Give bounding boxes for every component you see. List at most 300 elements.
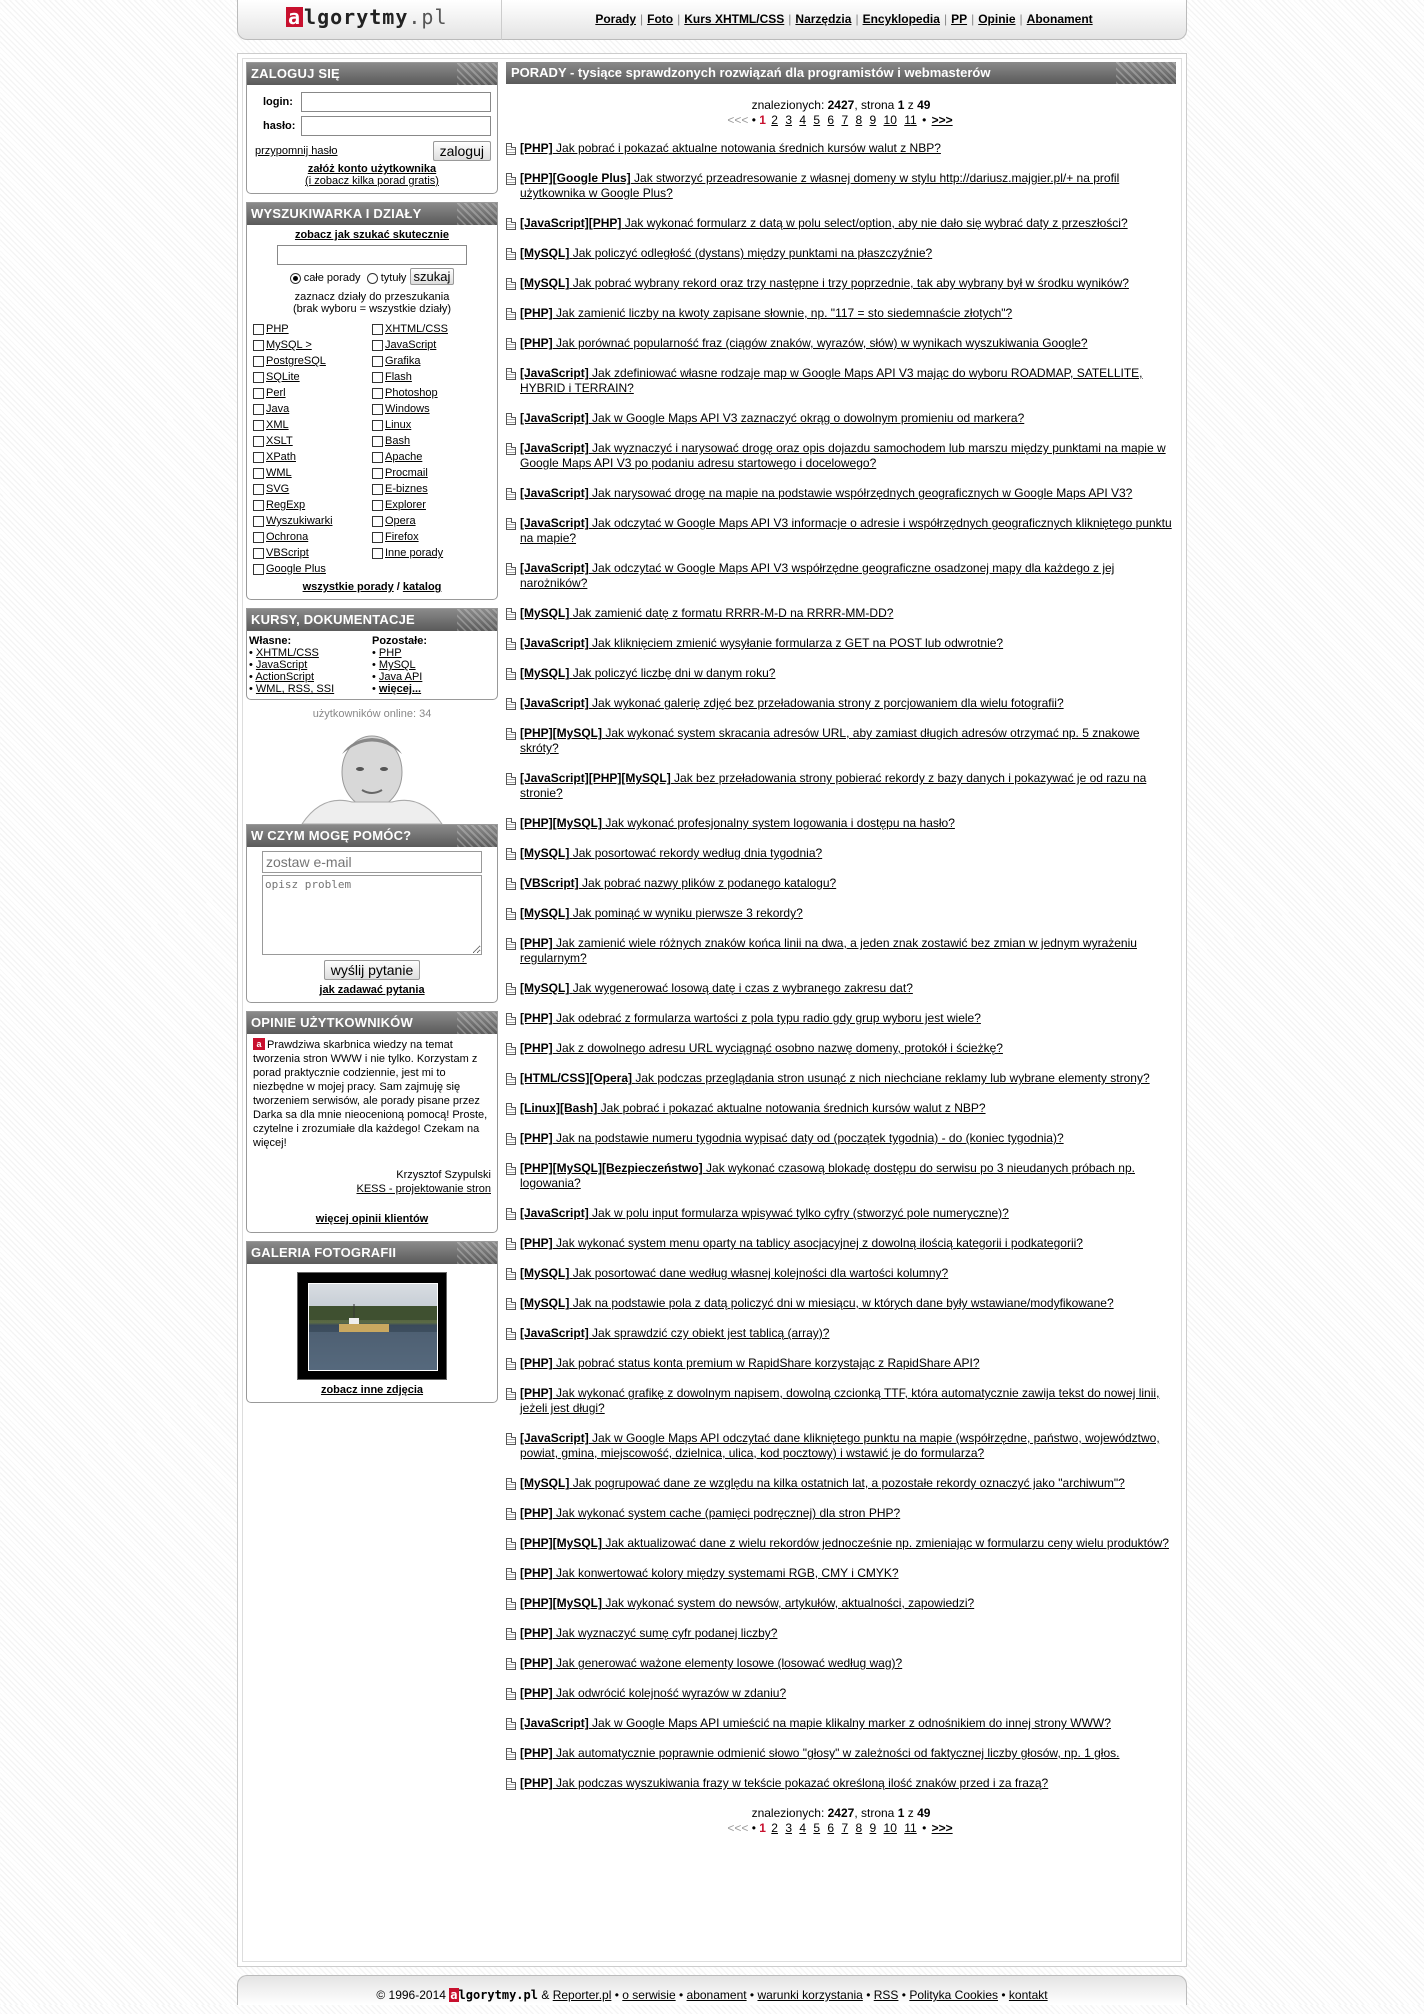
page-link-3[interactable]: 3 [785,113,793,127]
copyright: © 1996-2014 [376,1988,446,2002]
document-icon [506,668,516,680]
page-link-2[interactable]: 2 [771,1821,778,1835]
gallery-photo[interactable] [297,1272,447,1380]
tip-link[interactable] [506,171,1176,201]
category-checkbox[interactable] [253,516,264,527]
radio-all[interactable] [290,273,301,284]
send-question-button[interactable]: wyślij pytanie [324,960,420,980]
tip-title: Jak wykonać system menu oparty na tablicy asocjacyjnej z dowolną ilością kategorii i podkategorii? [556,1236,1083,1250]
tip-link[interactable] [506,726,1176,756]
nav-separator: | [677,12,681,26]
tip-link[interactable] [506,696,1176,711]
document-icon [506,563,516,575]
category-link-flash[interactable]: Flash [385,371,412,383]
category-link-wyszukiwarki[interactable]: Wyszukiwarki [266,515,333,527]
page-link-8[interactable]: 8 [855,1821,863,1835]
tip-tag: [MySQL] [520,906,570,920]
tip-tag: [JavaScript][PHP][MySQL] [520,771,671,785]
tip-tag: [PHP][MySQL][Bezpieczeństwo] [520,1161,703,1175]
category-checkbox[interactable] [372,500,383,511]
all-tips-link[interactable]: wszystkie porady [302,581,394,593]
category-link-javascript[interactable]: JavaScript [385,339,437,351]
opinion-company-link[interactable]: KESS - projektowanie stron [356,1183,491,1195]
footer-link-polityka-cookies[interactable]: Polityka Cookies [909,1988,999,2002]
category-item [253,547,372,559]
category-checkbox[interactable] [372,324,383,335]
site-logo[interactable]: a lgorytmy.pl [288,5,448,29]
category-checkbox[interactable] [253,564,264,575]
category-checkbox[interactable] [372,404,383,415]
nav-link-narze-dzia[interactable]: Narzędzia [795,12,852,26]
total-pages: 49 [917,1806,931,1820]
tip-link[interactable] [506,141,1176,156]
category-item [253,563,372,575]
nav-separator: | [855,12,859,26]
document-icon [506,983,516,995]
nav-link-kurs-xhtml-css[interactable]: Kurs XHTML/CSS [684,12,785,26]
page-link-10[interactable]: 10 [883,113,897,127]
footer [237,1975,1187,2005]
document-icon [506,1208,516,1220]
category-checkbox[interactable] [253,484,264,495]
left-sidebar [246,62,498,1411]
category-link-sqlite[interactable]: SQLite [266,371,300,383]
page-label: , strona [854,98,895,112]
more-opinions-link[interactable]: więcej opinii klientów [315,1213,429,1225]
category-link-explorer[interactable]: Explorer [385,499,426,511]
tip-link[interactable] [506,1776,1176,1791]
category-item [372,531,491,543]
page-link-3[interactable]: 3 [785,1821,793,1835]
tip-title: Jak pobrać i pokazać aktualne notowania średnich kursów walut z NBP? [556,141,941,155]
document-icon [506,698,516,710]
tip-link[interactable] [506,846,1176,861]
tip-link[interactable] [506,306,1176,321]
tip-title: Jak pominąć w wyniku pierwsze 3 rekordy? [572,906,803,920]
remind-password-link[interactable]: przypomnij hasło [255,145,338,157]
document-icon [506,338,516,350]
tip-title: Jak odwrócić kolejność wyrazów w zdaniu? [556,1686,787,1700]
category-link-java[interactable]: Java [266,403,290,415]
tip-link[interactable] [506,276,1176,291]
results-count [506,98,1176,113]
document-icon [506,518,516,530]
tip-tag: [PHP] [520,1746,553,1760]
opinion-author: Krzysztof Szypulski [396,1169,491,1181]
tip-link[interactable] [506,876,1176,891]
footer-link-rss[interactable]: RSS [873,1988,899,2002]
login-box-title: ZALOGUJ SIĘ [247,63,497,85]
course-link-javascript[interactable]: JavaScript [255,659,308,671]
footer-link-warunki-korzystania[interactable]: warunki korzystania [757,1988,863,2002]
tip-link[interactable] [506,1131,1176,1146]
tip-title: Jak wykonać grafikę z dowolnym napisem, dowolną czcionką TTF, która automatycznie zawija tekst do nowej linii, jeżeli jest długi? [520,1386,1160,1415]
page-link-current: 1 [759,113,766,127]
tip-title: Jak generować ważone elementy losowe (losować według wag)? [556,1656,903,1670]
email-field[interactable] [262,851,482,873]
tip-link[interactable] [506,936,1176,966]
page-link-10[interactable]: 10 [883,1821,897,1835]
tip-title: Jak odczytać w Google Maps API V3 informacje o adresie i współrzędnych geograficznych klikniętego punktu na mapie? [520,516,1172,545]
tip-link[interactable] [506,1236,1176,1251]
category-item [372,483,491,495]
opinions-box-title: OPINIE UŻYTKOWNIKÓW [247,1012,497,1034]
tip-title: Jak wykonać formularz z datą w polu select/option, aby nie dało się wybrać daty z przeszłości? [624,216,1128,230]
course-link-wie-cej[interactable]: więcej... [378,683,422,695]
document-icon [506,1688,516,1700]
tip-link[interactable] [506,1656,1176,1671]
course-item: • więcej... [372,683,422,695]
document-icon [506,1268,516,1280]
page-link-6[interactable]: 6 [827,1821,835,1835]
page-link-11[interactable]: 11 [904,113,917,127]
document-icon [506,1388,516,1400]
footer-logo[interactable]: algorytmy.pl [450,1988,538,2002]
tip-title: Jak pobrać status konta premium w RapidShare korzystając z RapidShare API? [556,1356,980,1370]
category-checkbox[interactable] [253,420,264,431]
tip-tag: [MySQL] [520,246,570,260]
category-link-apache[interactable]: Apache [385,451,423,463]
tip-tag: [MySQL] [520,276,570,290]
page-link-9[interactable]: 9 [869,113,877,127]
category-checkbox[interactable] [253,468,264,479]
tip-tag: [JavaScript] [520,441,589,455]
tip-link[interactable] [506,1596,1176,1611]
bullet: • [1001,1988,1006,2002]
course-link-actionscript[interactable]: ActionScript [255,671,315,683]
tip-link[interactable] [506,1506,1176,1521]
tip-title: Jak zamienić datę z formatu RRRR-M-D na RRRR-MM-DD? [572,606,894,620]
category-checkbox[interactable] [372,452,383,463]
tip-tag: [PHP] [520,1626,553,1640]
category-checkbox[interactable] [372,340,383,351]
tip-link[interactable] [506,1716,1176,1731]
category-checkbox[interactable] [253,500,264,511]
footer-link-o-serwisie[interactable]: o serwisie [622,1988,676,2002]
tip-link[interactable] [506,1101,1176,1116]
category-checkbox[interactable] [372,468,383,479]
category-link-php[interactable]: PHP [266,323,289,335]
tip-link[interactable] [506,411,1176,426]
tip-tag: [PHP][MySQL] [520,1596,602,1610]
bullet: • [751,1821,756,1835]
tip-link[interactable] [506,1686,1176,1701]
tip-link[interactable] [506,1746,1176,1761]
course-item: • XHTML/CSS [249,647,319,659]
tip-link[interactable] [506,366,1176,396]
course-item: • JavaScript [249,659,308,671]
tip-tag: [PHP][MySQL] [520,726,602,740]
header [237,0,1187,40]
category-item [253,483,372,495]
prev-page: <<< [727,113,749,127]
category-link-wml[interactable]: WML [266,467,292,479]
gallery-box [246,1241,498,1403]
category-link-postgresql[interactable]: PostgreSQL [266,355,326,367]
category-link-regexp[interactable]: RegExp [266,499,306,511]
tip-title: Jak podczas przeglądania stron usunąć z nich niechciane reklamy lub wybrane elementy strony? [635,1071,1150,1085]
tip-link[interactable] [506,1476,1176,1491]
page-link-9[interactable]: 9 [869,1821,877,1835]
tip-link[interactable] [506,981,1176,996]
nav-link-pp[interactable]: PP [951,12,968,26]
tip-title: Jak bez przeładowania strony pobierać rekordy z bazy danych i pokazywać je od razu na stronie? [520,771,1147,800]
tip-link[interactable] [506,1041,1176,1056]
page-link-4[interactable]: 4 [799,1821,807,1835]
category-checkbox[interactable] [253,340,264,351]
gallery-box-title: GALERIA FOTOGRAFII [247,1242,497,1264]
category-link-procmail[interactable]: Procmail [385,467,428,479]
category-link-grafika[interactable]: Grafika [385,355,421,367]
document-icon [506,1538,516,1550]
tip-tag: [PHP] [520,1656,553,1670]
document-icon [506,1298,516,1310]
page-link-4[interactable]: 4 [799,113,807,127]
total-pages: 49 [917,98,931,112]
document-icon [506,173,516,185]
document-icon [506,368,516,380]
found-count: 2427 [827,98,855,112]
tip-link[interactable] [506,1071,1176,1086]
category-checkbox[interactable] [372,436,383,447]
page-link-11[interactable]: 11 [904,1821,917,1835]
radio-titles[interactable] [367,273,378,284]
tip-tag: [PHP] [520,1011,553,1025]
opinions-box [246,1011,498,1233]
category-link-inne-porady[interactable]: Inne porady [385,547,444,559]
tip-link[interactable] [506,636,1176,651]
category-checkbox[interactable] [253,532,264,543]
tip-link[interactable] [506,816,1176,831]
category-link-svg[interactable]: SVG [266,483,290,495]
tip-title: Jak pogrupować dane ze względu na kilka ostatnich lat, a pozostałe rekordy oznaczyć jako "archiwum"? [572,1476,1125,1490]
tip-tag: [HTML/CSS][Opera] [520,1071,632,1085]
tip-link[interactable] [506,666,1176,681]
tip-link[interactable] [506,606,1176,621]
nav-link-porady[interactable]: Porady [595,12,637,26]
tip-tag: [VBScript] [520,876,579,890]
category-link-opera[interactable]: Opera [385,515,416,527]
tip-title: Jak wykonać profesjonalny system logowania i dostępu na hasło? [605,816,955,830]
tip-tag: [JavaScript] [520,1716,589,1730]
page-link-7[interactable]: 7 [841,113,849,127]
category-link-e-biznes[interactable]: E-biznes [385,483,428,495]
search-input[interactable] [277,245,467,265]
nav-link-encyklopedia[interactable]: Encyklopedia [862,12,940,26]
course-link-mysql[interactable]: MySQL [378,659,416,671]
tip-link[interactable] [506,1206,1176,1221]
help-box [246,824,498,1003]
category-item [253,387,372,399]
tip-link[interactable] [506,1626,1176,1641]
tip-link[interactable] [506,516,1176,546]
document-icon [506,908,516,920]
category-checkbox[interactable] [253,372,264,383]
category-item [253,419,372,431]
category-checkbox[interactable] [372,548,383,559]
nav-link-foto[interactable]: Foto [647,12,674,26]
page-link-5[interactable]: 5 [813,113,821,127]
author-photo [292,724,452,824]
next-page[interactable]: >>> [931,1821,953,1835]
main-title: PORADY - tysiące sprawdzonych rozwiązań dla programistów i webmasterów [506,62,1176,84]
category-link-linux[interactable]: Linux [385,419,412,431]
tip-tag: [MySQL] [520,606,570,620]
tip-title: Jak odczytać w Google Maps API V3 współrzędne geograficzne osadzonej mapy dla każdego z jej narożników? [520,561,1115,590]
nav-link-abonament[interactable]: Abonament [1026,12,1093,26]
category-item [253,323,372,335]
login-input[interactable] [301,92,491,112]
password-input[interactable] [301,116,491,136]
search-hint: zaznacz działy do przeszukania [294,291,450,303]
tip-title: Jak policzyć liczbę dni w danym roku? [572,666,776,680]
tip-link[interactable] [506,246,1176,261]
tip-link[interactable] [506,1431,1176,1461]
tip-tag: [PHP][Google Plus] [520,171,631,185]
tip-link[interactable] [506,561,1176,591]
category-item [372,355,491,367]
tip-tag: [JavaScript][PHP] [520,216,622,230]
create-account-link[interactable]: załóż konto użytkownika [307,163,437,175]
page-link-8[interactable]: 8 [855,113,863,127]
courses-box-title: KURSY, DOKUMENTACJE [247,609,497,631]
category-link-xpath[interactable]: XPath [266,451,296,463]
course-link-php[interactable]: PHP [378,647,402,659]
course-link-xhtml-css[interactable]: XHTML/CSS [255,647,319,659]
tip-link[interactable] [506,441,1176,471]
footer-link-kontakt[interactable]: kontakt [1008,1988,1048,2002]
category-checkbox[interactable] [253,356,264,367]
tip-title: Jak wykonać system do newsów, artykułów, aktualności, zapowiedzi? [605,1596,975,1610]
category-checkbox[interactable] [372,388,383,399]
tip-link[interactable] [506,1296,1176,1311]
category-checkbox[interactable] [253,388,264,399]
tip-link[interactable] [506,771,1176,801]
search-button[interactable]: szukaj [410,268,455,285]
tip-title: Jak pobrać nazwy plików z podanego katalogu? [582,876,837,890]
tip-link[interactable] [506,1011,1176,1026]
tip-link[interactable] [506,216,1176,231]
tip-title: Jak posortować dane według własnej kolejności dla wartości kolumny? [572,1266,949,1280]
next-page[interactable]: >>> [931,113,953,127]
bullet: • [866,1988,871,2002]
nav-separator: | [971,12,975,26]
document-icon [506,728,516,740]
document-icon [506,1433,516,1445]
category-link-xml[interactable]: XML [266,419,289,431]
category-checkbox[interactable] [372,420,383,431]
document-icon [506,1628,516,1640]
tip-title: Jak odebrać z formularza wartości z pola typu radio gdy grup wyboru jest wiele? [556,1011,981,1025]
category-checkbox[interactable] [253,436,264,447]
pager-bottom [506,1806,1176,1836]
problem-textarea[interactable] [262,875,482,955]
category-checkbox[interactable] [253,548,264,559]
tip-title: Jak zamienić liczby na kwoty zapisane słownie, np. "117 = sto siedemnaście złotych"? [556,306,1013,320]
category-item [253,531,372,543]
category-checkbox[interactable] [372,532,383,543]
tip-link[interactable] [506,906,1176,921]
of-label: z [907,98,914,112]
tip-link[interactable] [506,1326,1176,1341]
category-link-perl[interactable]: Perl [266,387,286,399]
tip-tag: [Linux][Bash] [520,1101,598,1115]
category-link-xslt[interactable]: XSLT [266,435,293,447]
results-count [506,1806,1176,1821]
category-link-windows[interactable]: Windows [385,403,430,415]
category-checkbox[interactable] [253,324,264,335]
document-icon [506,1358,516,1370]
bullet: • [614,1988,619,2002]
tip-tag: [PHP] [520,1131,553,1145]
nav-link-opinie[interactable]: Opinie [978,12,1016,26]
category-link-firefox[interactable]: Firefox [385,531,419,543]
tip-link[interactable] [506,1266,1176,1281]
page-link-7[interactable]: 7 [841,1821,849,1835]
category-link-photoshop[interactable]: Photoshop [385,387,438,399]
tip-tag: [PHP][MySQL] [520,816,602,830]
document-icon [506,413,516,425]
category-link-mysql[interactable]: MySQL > [266,339,312,351]
reporter-link[interactable]: Reporter.pl [552,1988,612,2002]
category-checkbox[interactable] [372,516,383,527]
tip-link[interactable] [506,1566,1176,1581]
page-link-2[interactable]: 2 [771,113,778,127]
tip-tag: [PHP] [520,1236,553,1250]
tip-tag: [PHP][MySQL] [520,1536,602,1550]
category-checkbox[interactable] [253,452,264,463]
catalog-link[interactable]: katalog [402,581,442,593]
category-checkbox[interactable] [253,404,264,415]
category-link-xhtml-css[interactable]: XHTML/CSS [385,323,448,335]
tip-link[interactable] [506,1386,1176,1416]
category-checkbox[interactable] [372,356,383,367]
tip-title: Jak pobrać i pokazać aktualne notowania średnich kursów walut z NBP? [600,1101,986,1115]
radio-all-label: całe porady [303,272,361,284]
tip-tag: [PHP] [520,1686,553,1700]
category-link-vbscript[interactable]: VBScript [266,547,309,559]
course-link-java-api[interactable]: Java API [378,671,423,683]
tip-link[interactable] [506,1161,1176,1191]
page-link-6[interactable]: 6 [827,113,835,127]
category-link-google-plus[interactable]: Google Plus [266,563,326,575]
nav-separator: | [943,12,948,26]
create-account-sub-link[interactable]: (i zobacz kilka porad gratis) [305,175,439,187]
category-link-ochrona[interactable]: Ochrona [266,531,309,543]
tip-link[interactable] [506,336,1176,351]
tip-link[interactable] [506,486,1176,501]
document-icon [506,1508,516,1520]
footer-link-abonament[interactable]: abonament [686,1988,747,2002]
course-link-wml-rss-ssi[interactable]: WML, RSS, SSI [255,683,335,695]
category-checkbox[interactable] [372,484,383,495]
document-icon [506,488,516,500]
category-item [372,499,491,511]
course-item: • Java API [372,671,423,683]
category-item [372,387,491,399]
search-howto-link[interactable]: zobacz jak szukać skutecznie [294,229,450,241]
tip-title: Jak z dowolnego adresu URL wyciągnąć osobno nazwę domeny, protokół i ścieżkę? [556,1041,1003,1055]
tip-link[interactable] [506,1536,1176,1551]
login-button[interactable]: zaloguj [433,141,491,161]
bullet: • [749,1988,755,2002]
how-to-ask-link[interactable]: jak zadawać pytania [319,984,425,996]
category-checkbox[interactable] [372,372,383,383]
more-photos-link[interactable]: zobacz inne zdjęcia [320,1384,424,1396]
page-link-5[interactable]: 5 [813,1821,821,1835]
tip-link[interactable] [506,1356,1176,1371]
category-link-bash[interactable]: Bash [385,435,411,447]
